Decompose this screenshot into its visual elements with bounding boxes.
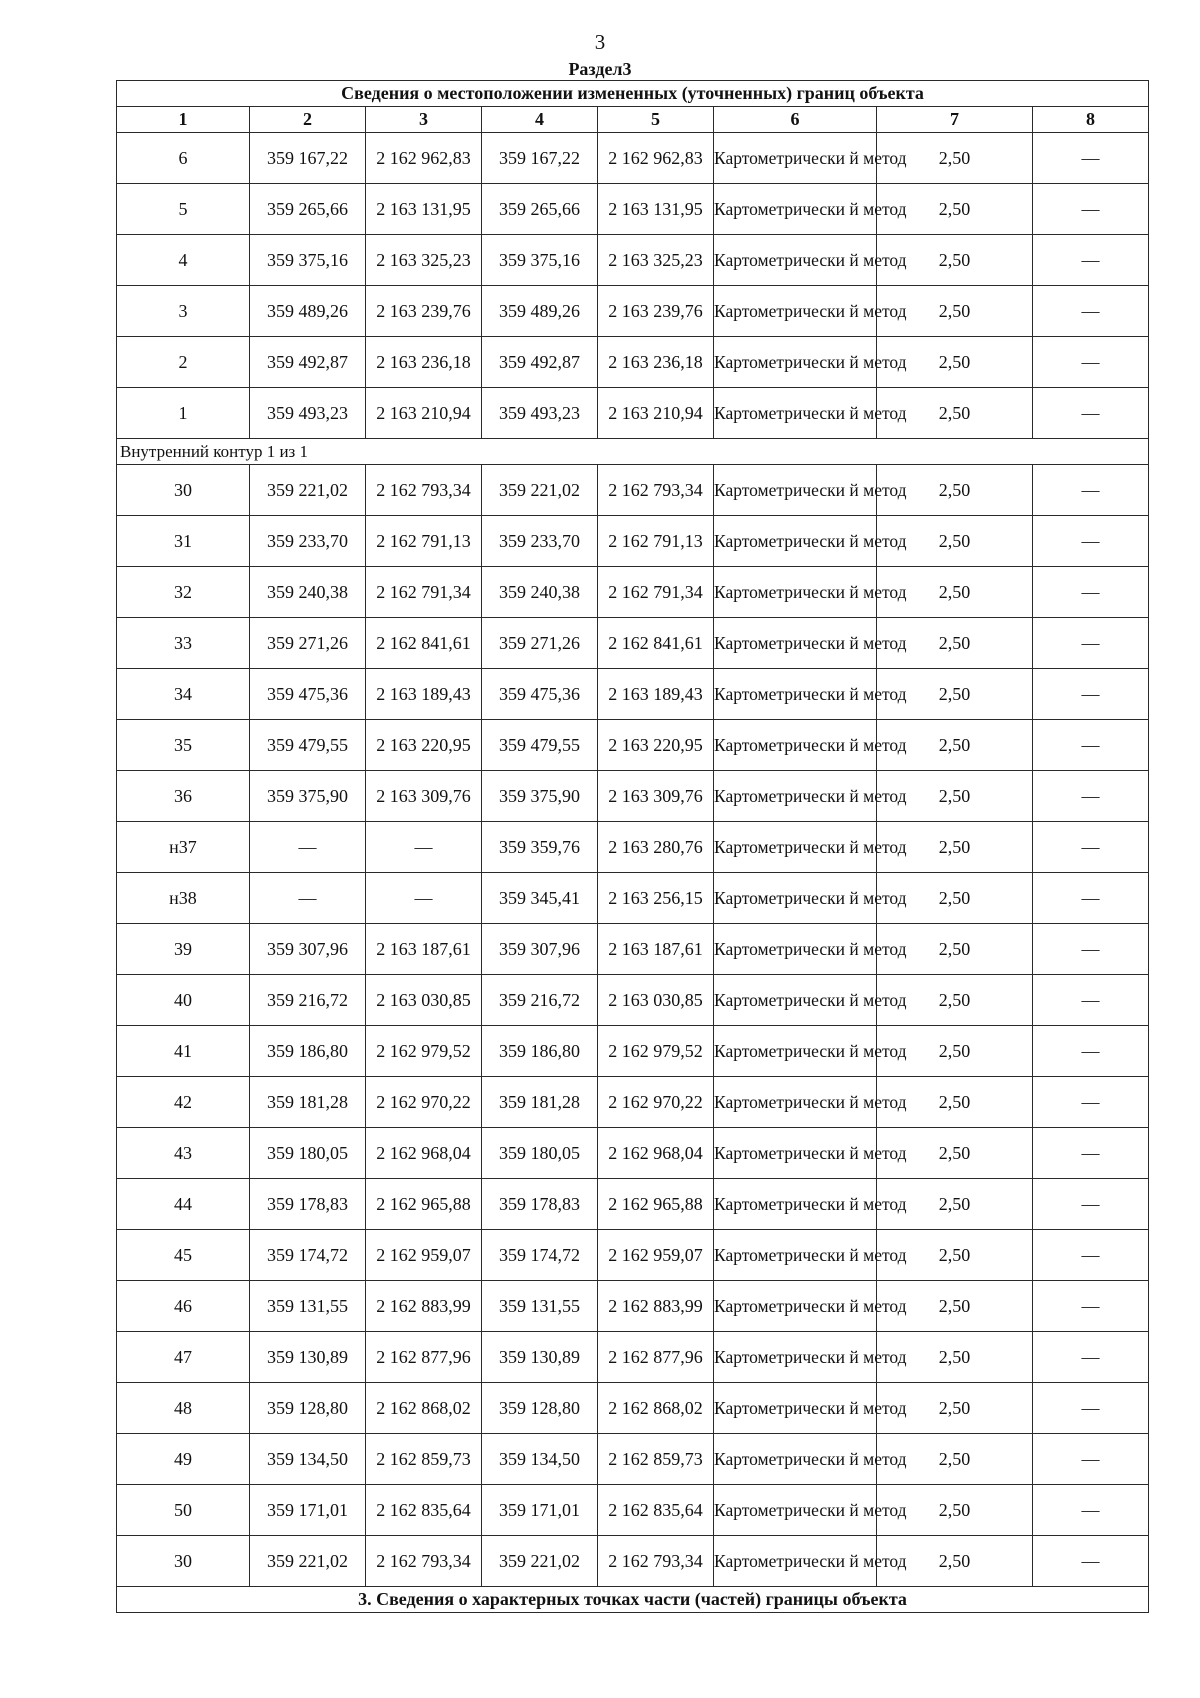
method-cell: Картометрически й метод: [714, 1230, 877, 1281]
precision-cell: 2,50: [877, 1434, 1033, 1485]
point-number-cell: 6: [117, 133, 250, 184]
old-x-cell: 359 479,55: [250, 720, 366, 771]
new-x-cell: 359 489,26: [482, 286, 598, 337]
old-y-cell: 2 163 189,43: [366, 669, 482, 720]
new-y-cell: 2 162 793,34: [598, 1536, 714, 1587]
method-cell: Картометрически й метод: [714, 975, 877, 1026]
precision-cell: 2,50: [877, 1026, 1033, 1077]
new-x-cell: 359 307,96: [482, 924, 598, 975]
precision-cell: 2,50: [877, 1383, 1033, 1434]
table-row: [117, 1230, 1149, 1281]
old-x-cell: 359 221,02: [250, 465, 366, 516]
point-number-cell: 36: [117, 771, 250, 822]
old-x-cell: 359 134,50: [250, 1434, 366, 1485]
description-cell: —: [1033, 1077, 1149, 1128]
point-number-cell: 46: [117, 1281, 250, 1332]
old-x-cell: 359 265,66: [250, 184, 366, 235]
column-number: 2: [250, 107, 366, 133]
old-y-cell: 2 162 968,04: [366, 1128, 482, 1179]
table-row: [117, 465, 1149, 516]
new-x-cell: 359 171,01: [482, 1485, 598, 1536]
old-x-cell: 359 375,16: [250, 235, 366, 286]
column-number: 5: [598, 107, 714, 133]
old-y-cell: 2 163 030,85: [366, 975, 482, 1026]
description-cell: —: [1033, 465, 1149, 516]
old-x-cell: 359 271,26: [250, 618, 366, 669]
method-cell: Картометрически й метод: [714, 1434, 877, 1485]
old-y-cell: 2 163 210,94: [366, 388, 482, 439]
old-x-cell: 359 130,89: [250, 1332, 366, 1383]
precision-cell: 2,50: [877, 133, 1033, 184]
old-y-cell: 2 162 835,64: [366, 1485, 482, 1536]
table-row: [117, 1281, 1149, 1332]
new-x-cell: 359 128,80: [482, 1383, 598, 1434]
table-row: [117, 133, 1149, 184]
table-row: [117, 720, 1149, 771]
new-x-cell: 359 479,55: [482, 720, 598, 771]
method-cell: Картометрически й метод: [714, 516, 877, 567]
old-x-cell: 359 128,80: [250, 1383, 366, 1434]
point-number-cell: 47: [117, 1332, 250, 1383]
method-cell: Картометрически й метод: [714, 822, 877, 873]
new-y-cell: 2 162 835,64: [598, 1485, 714, 1536]
table-body: [117, 81, 1149, 1613]
old-y-cell: 2 162 793,34: [366, 1536, 482, 1587]
old-y-cell: 2 162 877,96: [366, 1332, 482, 1383]
precision-cell: 2,50: [877, 924, 1033, 975]
description-cell: —: [1033, 1536, 1149, 1587]
old-y-cell: 2 163 325,23: [366, 235, 482, 286]
method-cell: Картометрически й метод: [714, 924, 877, 975]
column-number-row: [117, 107, 1149, 133]
description-cell: —: [1033, 1230, 1149, 1281]
method-cell: Картометрически й метод: [714, 1077, 877, 1128]
new-y-cell: 2 162 959,07: [598, 1230, 714, 1281]
method-cell: Картометрически й метод: [714, 771, 877, 822]
precision-cell: 2,50: [877, 1128, 1033, 1179]
old-y-cell: —: [366, 873, 482, 924]
new-y-cell: 2 163 256,15: [598, 873, 714, 924]
description-cell: —: [1033, 975, 1149, 1026]
old-y-cell: 2 162 859,73: [366, 1434, 482, 1485]
new-y-cell: 2 162 979,52: [598, 1026, 714, 1077]
new-x-cell: 359 180,05: [482, 1128, 598, 1179]
new-y-cell: 2 163 210,94: [598, 388, 714, 439]
old-x-cell: 359 178,83: [250, 1179, 366, 1230]
table-heading-row: [117, 81, 1149, 107]
table-row: [117, 1077, 1149, 1128]
new-y-cell: 2 163 236,18: [598, 337, 714, 388]
table-row: [117, 184, 1149, 235]
point-number-cell: 30: [117, 1536, 250, 1587]
point-number-cell: 50: [117, 1485, 250, 1536]
new-x-cell: 359 131,55: [482, 1281, 598, 1332]
contour-caption: Внутренний контур 1 из 1: [117, 439, 1149, 465]
description-cell: —: [1033, 924, 1149, 975]
new-x-cell: 359 178,83: [482, 1179, 598, 1230]
description-cell: —: [1033, 235, 1149, 286]
new-y-cell: 2 162 793,34: [598, 465, 714, 516]
precision-cell: 2,50: [877, 286, 1033, 337]
table-row: [117, 1332, 1149, 1383]
method-cell: Картометрически й метод: [714, 567, 877, 618]
contour-caption-row: [117, 439, 1149, 465]
new-x-cell: 359 475,36: [482, 669, 598, 720]
precision-cell: 2,50: [877, 1485, 1033, 1536]
new-y-cell: 2 163 309,76: [598, 771, 714, 822]
table-row: [117, 618, 1149, 669]
column-number: 4: [482, 107, 598, 133]
precision-cell: 2,50: [877, 669, 1033, 720]
old-y-cell: 2 163 309,76: [366, 771, 482, 822]
new-y-cell: 2 162 791,34: [598, 567, 714, 618]
description-cell: —: [1033, 1383, 1149, 1434]
precision-cell: 2,50: [877, 873, 1033, 924]
old-y-cell: 2 163 239,76: [366, 286, 482, 337]
method-cell: Картометрически й метод: [714, 1485, 877, 1536]
point-number-cell: 34: [117, 669, 250, 720]
method-cell: Картометрически й метод: [714, 1536, 877, 1587]
old-x-cell: 359 171,01: [250, 1485, 366, 1536]
point-number-cell: н38: [117, 873, 250, 924]
table-row: [117, 1536, 1149, 1587]
old-x-cell: 359 221,02: [250, 1536, 366, 1587]
new-x-cell: 359 221,02: [482, 1536, 598, 1587]
old-y-cell: 2 162 868,02: [366, 1383, 482, 1434]
precision-cell: 2,50: [877, 567, 1033, 618]
precision-cell: 2,50: [877, 975, 1033, 1026]
description-cell: —: [1033, 388, 1149, 439]
new-x-cell: 359 271,26: [482, 618, 598, 669]
new-y-cell: 2 163 280,76: [598, 822, 714, 873]
method-cell: Картометрически й метод: [714, 465, 877, 516]
old-y-cell: —: [366, 822, 482, 873]
precision-cell: 2,50: [877, 1536, 1033, 1587]
description-cell: —: [1033, 669, 1149, 720]
old-x-cell: 359 131,55: [250, 1281, 366, 1332]
description-cell: —: [1033, 618, 1149, 669]
new-y-cell: 2 162 841,61: [598, 618, 714, 669]
old-y-cell: 2 162 959,07: [366, 1230, 482, 1281]
table-row: [117, 1383, 1149, 1434]
old-y-cell: 2 163 220,95: [366, 720, 482, 771]
point-number-cell: 35: [117, 720, 250, 771]
point-number-cell: 48: [117, 1383, 250, 1434]
precision-cell: 2,50: [877, 1332, 1033, 1383]
old-x-cell: 359 492,87: [250, 337, 366, 388]
column-number: 3: [366, 107, 482, 133]
new-x-cell: 359 345,41: [482, 873, 598, 924]
description-cell: —: [1033, 1485, 1149, 1536]
new-x-cell: 359 221,02: [482, 465, 598, 516]
method-cell: Картометрически й метод: [714, 873, 877, 924]
old-x-cell: 359 307,96: [250, 924, 366, 975]
old-x-cell: 359 489,26: [250, 286, 366, 337]
new-y-cell: 2 163 187,61: [598, 924, 714, 975]
point-number-cell: н37: [117, 822, 250, 873]
old-y-cell: 2 162 841,61: [366, 618, 482, 669]
old-y-cell: 2 163 187,61: [366, 924, 482, 975]
old-y-cell: 2 163 236,18: [366, 337, 482, 388]
point-number-cell: 5: [117, 184, 250, 235]
point-number-cell: 33: [117, 618, 250, 669]
point-number-cell: 3: [117, 286, 250, 337]
new-y-cell: 2 163 189,43: [598, 669, 714, 720]
table-row: [117, 873, 1149, 924]
description-cell: —: [1033, 771, 1149, 822]
new-x-cell: 359 174,72: [482, 1230, 598, 1281]
description-cell: —: [1033, 873, 1149, 924]
method-cell: Картометрически й метод: [714, 286, 877, 337]
method-cell: Картометрически й метод: [714, 1179, 877, 1230]
new-x-cell: 359 181,28: [482, 1077, 598, 1128]
new-y-cell: 2 163 325,23: [598, 235, 714, 286]
page-number: 3: [594, 30, 606, 54]
table-row: [117, 286, 1149, 337]
table-row: [117, 1434, 1149, 1485]
description-cell: —: [1033, 720, 1149, 771]
boundary-points-table: [116, 80, 1149, 1613]
point-number-cell: 45: [117, 1230, 250, 1281]
new-y-cell: 2 163 220,95: [598, 720, 714, 771]
table-row: [117, 771, 1149, 822]
method-cell: Картометрически й метод: [714, 720, 877, 771]
new-x-cell: 359 233,70: [482, 516, 598, 567]
new-y-cell: 2 162 791,13: [598, 516, 714, 567]
description-cell: —: [1033, 337, 1149, 388]
table-row: [117, 822, 1149, 873]
method-cell: Картометрически й метод: [714, 388, 877, 439]
method-cell: Картометрически й метод: [714, 1281, 877, 1332]
column-number: 8: [1033, 107, 1149, 133]
precision-cell: 2,50: [877, 771, 1033, 822]
old-y-cell: 2 162 793,34: [366, 465, 482, 516]
new-y-cell: 2 162 965,88: [598, 1179, 714, 1230]
new-y-cell: 2 162 883,99: [598, 1281, 714, 1332]
new-x-cell: 359 265,66: [482, 184, 598, 235]
description-cell: —: [1033, 1179, 1149, 1230]
method-cell: Картометрически й метод: [714, 1332, 877, 1383]
old-x-cell: 359 174,72: [250, 1230, 366, 1281]
precision-cell: 2,50: [877, 337, 1033, 388]
method-cell: Картометрически й метод: [714, 133, 877, 184]
point-number-cell: 39: [117, 924, 250, 975]
section-title: Раздел3: [568, 59, 632, 79]
method-cell: Картометрически й метод: [714, 1128, 877, 1179]
description-cell: —: [1033, 286, 1149, 337]
old-x-cell: 359 240,38: [250, 567, 366, 618]
old-y-cell: 2 162 970,22: [366, 1077, 482, 1128]
new-x-cell: 359 130,89: [482, 1332, 598, 1383]
new-y-cell: 2 162 962,83: [598, 133, 714, 184]
new-y-cell: 2 163 030,85: [598, 975, 714, 1026]
new-x-cell: 359 493,23: [482, 388, 598, 439]
new-y-cell: 2 162 868,02: [598, 1383, 714, 1434]
old-x-cell: —: [250, 873, 366, 924]
point-number-cell: 1: [117, 388, 250, 439]
table-row: [117, 1485, 1149, 1536]
point-number-cell: 32: [117, 567, 250, 618]
description-cell: —: [1033, 1332, 1149, 1383]
new-y-cell: 2 162 970,22: [598, 1077, 714, 1128]
old-y-cell: 2 162 979,52: [366, 1026, 482, 1077]
new-y-cell: 2 162 859,73: [598, 1434, 714, 1485]
old-x-cell: —: [250, 822, 366, 873]
precision-cell: 2,50: [877, 1077, 1033, 1128]
old-x-cell: 359 186,80: [250, 1026, 366, 1077]
old-x-cell: 359 475,36: [250, 669, 366, 720]
table-heading: Сведения о местоположении измененных (уточненных) границ объекта: [117, 81, 1149, 107]
old-x-cell: 359 216,72: [250, 975, 366, 1026]
table-footer: 3. Сведения о характерных точках части (частей) границы объекта: [117, 1587, 1149, 1613]
old-x-cell: 359 233,70: [250, 516, 366, 567]
table-row: [117, 337, 1149, 388]
old-y-cell: 2 162 965,88: [366, 1179, 482, 1230]
old-x-cell: 359 180,05: [250, 1128, 366, 1179]
table-row: [117, 1179, 1149, 1230]
method-cell: Картометрически й метод: [714, 1026, 877, 1077]
table-row: [117, 669, 1149, 720]
new-x-cell: 359 167,22: [482, 133, 598, 184]
table-row: [117, 388, 1149, 439]
old-x-cell: 359 167,22: [250, 133, 366, 184]
precision-cell: 2,50: [877, 235, 1033, 286]
new-x-cell: 359 359,76: [482, 822, 598, 873]
old-y-cell: 2 162 791,34: [366, 567, 482, 618]
precision-cell: 2,50: [877, 720, 1033, 771]
precision-cell: 2,50: [877, 822, 1033, 873]
point-number-cell: 44: [117, 1179, 250, 1230]
method-cell: Картометрически й метод: [714, 184, 877, 235]
table-row: [117, 516, 1149, 567]
point-number-cell: 30: [117, 465, 250, 516]
old-y-cell: 2 162 791,13: [366, 516, 482, 567]
method-cell: Картометрически й метод: [714, 618, 877, 669]
description-cell: —: [1033, 1128, 1149, 1179]
column-number: 6: [714, 107, 877, 133]
description-cell: —: [1033, 184, 1149, 235]
description-cell: —: [1033, 567, 1149, 618]
new-x-cell: 359 134,50: [482, 1434, 598, 1485]
description-cell: —: [1033, 1434, 1149, 1485]
precision-cell: 2,50: [877, 184, 1033, 235]
description-cell: —: [1033, 822, 1149, 873]
method-cell: Картометрически й метод: [714, 337, 877, 388]
method-cell: Картометрически й метод: [714, 235, 877, 286]
precision-cell: 2,50: [877, 465, 1033, 516]
precision-cell: 2,50: [877, 1179, 1033, 1230]
precision-cell: 2,50: [877, 388, 1033, 439]
old-x-cell: 359 181,28: [250, 1077, 366, 1128]
precision-cell: 2,50: [877, 618, 1033, 669]
point-number-cell: 49: [117, 1434, 250, 1485]
table-row: [117, 1128, 1149, 1179]
description-cell: —: [1033, 1026, 1149, 1077]
old-x-cell: 359 375,90: [250, 771, 366, 822]
table-row: [117, 924, 1149, 975]
point-number-cell: 42: [117, 1077, 250, 1128]
precision-cell: 2,50: [877, 1281, 1033, 1332]
new-x-cell: 359 375,16: [482, 235, 598, 286]
point-number-cell: 41: [117, 1026, 250, 1077]
method-cell: Картометрически й метод: [714, 669, 877, 720]
new-x-cell: 359 492,87: [482, 337, 598, 388]
old-y-cell: 2 162 883,99: [366, 1281, 482, 1332]
description-cell: —: [1033, 1281, 1149, 1332]
point-number-cell: 4: [117, 235, 250, 286]
new-x-cell: 359 375,90: [482, 771, 598, 822]
new-x-cell: 359 216,72: [482, 975, 598, 1026]
new-y-cell: 2 162 968,04: [598, 1128, 714, 1179]
precision-cell: 2,50: [877, 1230, 1033, 1281]
column-number: 7: [877, 107, 1033, 133]
old-y-cell: 2 163 131,95: [366, 184, 482, 235]
new-y-cell: 2 163 131,95: [598, 184, 714, 235]
table-footer-row: [117, 1587, 1149, 1613]
description-cell: —: [1033, 133, 1149, 184]
point-number-cell: 43: [117, 1128, 250, 1179]
description-cell: —: [1033, 516, 1149, 567]
new-y-cell: 2 163 239,76: [598, 286, 714, 337]
precision-cell: 2,50: [877, 516, 1033, 567]
new-y-cell: 2 162 877,96: [598, 1332, 714, 1383]
table-row: [117, 567, 1149, 618]
table-row: [117, 1026, 1149, 1077]
method-cell: Картометрически й метод: [714, 1383, 877, 1434]
table-row: [117, 235, 1149, 286]
new-x-cell: 359 240,38: [482, 567, 598, 618]
column-number: 1: [117, 107, 250, 133]
point-number-cell: 2: [117, 337, 250, 388]
table-row: [117, 975, 1149, 1026]
point-number-cell: 40: [117, 975, 250, 1026]
old-y-cell: 2 162 962,83: [366, 133, 482, 184]
new-x-cell: 359 186,80: [482, 1026, 598, 1077]
point-number-cell: 31: [117, 516, 250, 567]
old-x-cell: 359 493,23: [250, 388, 366, 439]
